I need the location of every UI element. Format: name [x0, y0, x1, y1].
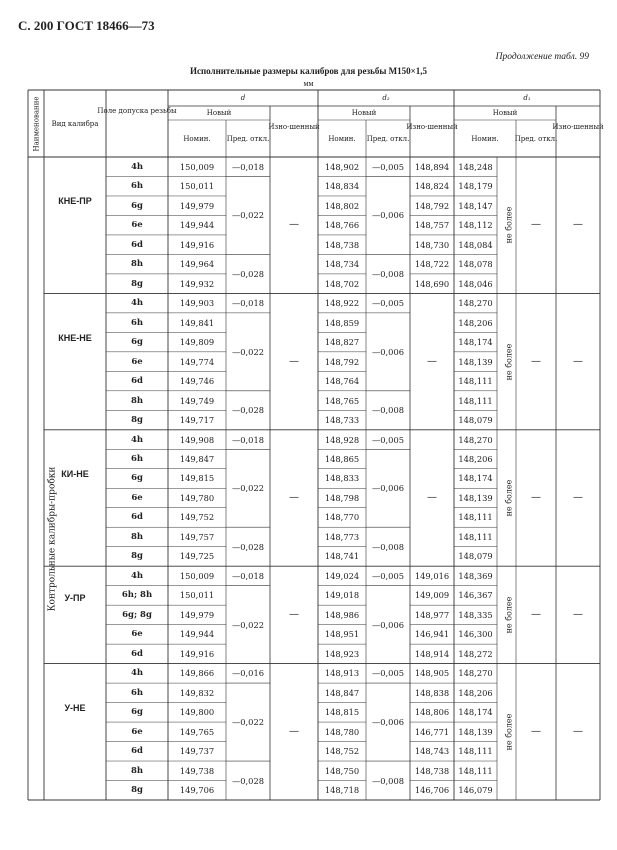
page-header-left: С. 200 ГОСТ 18466—73 — [18, 18, 155, 33]
d2-worn: 148,806 — [414, 707, 450, 718]
d1-nominal: 148,272 — [458, 648, 493, 659]
gauge-name: КНЕ-ПР — [58, 196, 92, 207]
d-deviation: —0,022 — [231, 210, 265, 221]
d2-nominal: 148,734 — [324, 259, 360, 270]
tolerance-field: 6h — [130, 181, 144, 192]
d-deviation: —0,028 — [231, 268, 265, 279]
d2-nominal: 148,922 — [324, 298, 360, 309]
table-title: Исполнительные размеры калибров для резьбы M150×1,5 — [189, 66, 428, 76]
tolerance-field: 6g — [131, 337, 143, 348]
d1-dev-dash: — — [531, 219, 541, 231]
d2-worn-dash: — — [427, 355, 437, 367]
d1-nominal: 148,139 — [458, 726, 493, 737]
d1-nominal: 148,079 — [458, 551, 493, 562]
d-deviation: —0,022 — [231, 346, 265, 357]
d-nominal: 149,932 — [179, 278, 215, 289]
d2-nominal: 148,815 — [324, 707, 360, 718]
d1-nominal: 148,270 — [458, 434, 493, 445]
d2-nominal: 148,764 — [324, 376, 360, 387]
d2-worn: 146,706 — [414, 785, 450, 796]
d-nominal: 149,979 — [179, 200, 215, 211]
tolerance-field: 6g — [131, 707, 143, 718]
col-header-nom-d1: Номин. — [471, 134, 499, 143]
not-more-label: не более — [503, 596, 513, 634]
d-nominal: 149,944 — [179, 629, 215, 640]
tolerance-field: 6e — [131, 356, 143, 367]
d2-worn: 146,771 — [414, 726, 450, 737]
tolerance-field: 6d — [131, 512, 143, 523]
d1-nominal: 148,046 — [458, 278, 493, 289]
d2-nominal: 148,847 — [324, 687, 360, 698]
d1-nominal: 148,179 — [458, 181, 493, 192]
d1-nominal: 148,335 — [458, 609, 493, 620]
d-deviation: —0,018 — [231, 434, 265, 445]
d2-deviation: —0,006 — [371, 619, 405, 630]
d2-nominal: 148,913 — [324, 668, 360, 679]
d2-deviation: —0,005 — [371, 434, 405, 445]
d2-deviation: —0,006 — [371, 717, 405, 728]
gauge-name: У-НЕ — [64, 702, 86, 713]
d1-worn-dash: — — [573, 219, 583, 231]
d-worn-dash: — — [289, 608, 299, 620]
d-worn-dash: — — [289, 355, 299, 367]
d1-dev-dash: — — [531, 491, 541, 503]
col-header-nom-d2: Номин. — [328, 134, 356, 143]
d2-worn: 148,757 — [414, 220, 450, 231]
tolerance-field: 6g — [131, 200, 143, 211]
d1-dev-dash: — — [531, 725, 541, 737]
tolerance-field: 8g — [131, 551, 143, 562]
d2-deviation: —0,008 — [371, 405, 405, 416]
d2-worn: 148,722 — [414, 259, 450, 270]
side-label: Контрольные калибры-пробки — [46, 466, 57, 611]
d1-nominal: 148,206 — [458, 317, 493, 328]
tolerance-field: 6g; 8g — [122, 609, 152, 620]
tolerance-field: 4h — [130, 161, 144, 172]
d2-nominal: 148,766 — [324, 220, 360, 231]
d1-nominal: 148,174 — [458, 473, 493, 484]
tolerance-field: 4h — [130, 570, 144, 581]
d1-nominal: 148,111 — [458, 512, 493, 523]
d1-nominal: 148,174 — [458, 707, 493, 718]
d1-nominal: 148,139 — [458, 356, 493, 367]
d1-nominal: 148,139 — [458, 492, 493, 503]
d2-worn: 148,743 — [414, 746, 450, 757]
d2-nominal: 148,859 — [324, 317, 360, 328]
d2-nominal: 149,024 — [324, 570, 360, 581]
gauge-name: У-ПР — [64, 592, 86, 603]
d-nominal: 149,765 — [179, 726, 215, 737]
d2-nominal: 148,773 — [324, 531, 360, 542]
d2-nominal: 148,902 — [324, 161, 360, 172]
d2-nominal: 148,765 — [324, 395, 360, 406]
d-worn-dash: — — [289, 725, 299, 737]
tolerance-field: 8h — [130, 765, 144, 776]
d2-nominal: 148,741 — [324, 551, 360, 562]
d-nominal: 149,903 — [179, 298, 215, 309]
tolerance-field: 6g — [131, 473, 143, 484]
d2-nominal: 148,792 — [324, 356, 360, 367]
d2-worn: 148,792 — [414, 200, 450, 211]
gauge-name: КНЕ-НЕ — [58, 332, 92, 343]
col-header-new-d2: Новый — [351, 109, 377, 117]
d-deviation: —0,018 — [231, 298, 265, 309]
d-nominal: 149,725 — [179, 551, 215, 562]
d2-worn: 149,009 — [414, 590, 450, 601]
tolerance-field: 8g — [131, 785, 143, 796]
d1-nominal: 148,248 — [458, 161, 493, 172]
d2-worn: 148,824 — [414, 181, 450, 192]
gauge-name: КИ-НЕ — [61, 469, 89, 480]
d1-nominal: 148,147 — [458, 200, 493, 211]
d-nominal: 149,916 — [179, 648, 215, 659]
d2-nominal: 148,738 — [324, 239, 360, 250]
d1-nominal: 148,206 — [458, 454, 493, 464]
tolerance-field: 6d — [131, 648, 143, 659]
d-worn-dash: — — [289, 491, 299, 503]
d1-nominal: 148,112 — [458, 220, 493, 231]
col-header-gauge-type: Вид калибра — [51, 119, 99, 128]
d2-nominal: 149,018 — [324, 590, 360, 601]
d1-dev-dash: — — [531, 608, 541, 620]
d2-nominal: 148,834 — [324, 181, 360, 192]
d2-deviation: —0,008 — [371, 775, 405, 786]
d2-deviation: —0,006 — [371, 346, 405, 357]
d2-worn: 148,894 — [414, 161, 450, 172]
d-nominal: 149,774 — [179, 356, 215, 367]
col-header-dev-d2: Пред. откл. — [366, 134, 410, 143]
d1-worn-dash: — — [573, 355, 583, 367]
d2-worn: 148,914 — [414, 648, 450, 659]
col-header-worn-d1: Изно-шенный — [552, 122, 604, 131]
col-header-d1: d₁ — [523, 94, 531, 102]
d1-worn-dash: — — [573, 725, 583, 737]
d1-nominal: 148,369 — [458, 570, 493, 581]
d-nominal: 150,011 — [179, 181, 215, 192]
d2-worn: 149,016 — [414, 570, 450, 581]
tolerance-field: 8g — [131, 278, 143, 289]
d1-nominal: 148,270 — [458, 298, 493, 309]
d2-worn: 148,738 — [414, 765, 450, 776]
col-header-tolerance: Поле допуска резьбы — [97, 107, 177, 115]
tolerance-field: 4h — [130, 434, 144, 445]
tolerance-field: 8h — [130, 259, 144, 270]
tolerance-field: 4h — [130, 298, 144, 309]
tolerance-field: 6e — [131, 629, 143, 640]
d-worn-dash: — — [289, 219, 299, 231]
d2-worn: 148,730 — [414, 239, 450, 250]
d2-worn: 148,838 — [414, 687, 450, 698]
d-deviation: —0,022 — [231, 717, 265, 728]
d-nominal: 149,841 — [179, 317, 215, 328]
d1-nominal: 148,079 — [458, 415, 493, 426]
d-nominal: 149,717 — [179, 415, 215, 426]
d2-nominal: 148,986 — [324, 609, 360, 620]
d1-nominal: 148,111 — [458, 395, 493, 406]
tolerance-field: 8g — [131, 415, 143, 426]
d1-worn-dash: — — [573, 491, 583, 503]
d-deviation: —0,028 — [231, 775, 265, 786]
tolerance-field: 6d — [131, 376, 143, 387]
d2-nominal: 148,718 — [324, 785, 360, 796]
d1-nominal: 148,111 — [458, 765, 493, 776]
d2-nominal: 148,750 — [324, 765, 360, 776]
col-header-worn-d: Изно-шенный — [268, 122, 320, 131]
tolerance-field: 6h — [130, 317, 144, 328]
d2-worn: 148,690 — [414, 278, 450, 289]
d-nominal: 149,916 — [179, 239, 215, 250]
d2-nominal: 148,780 — [324, 726, 360, 737]
d2-deviation: —0,005 — [371, 668, 405, 679]
d1-nominal: 148,111 — [458, 376, 493, 387]
d-nominal: 150,011 — [179, 590, 215, 601]
d1-nominal: 148,084 — [458, 239, 493, 250]
d2-deviation: —0,008 — [371, 268, 405, 279]
d-nominal: 149,749 — [179, 395, 215, 406]
d-nominal: 149,706 — [179, 785, 215, 796]
d-nominal: 149,809 — [179, 337, 215, 348]
d1-nominal: 148,111 — [458, 746, 493, 757]
d2-nominal: 148,827 — [324, 337, 360, 348]
d1-nominal: 148,078 — [458, 259, 493, 270]
tolerance-field: 8h — [130, 395, 144, 406]
d-deviation: —0,018 — [231, 570, 265, 581]
d2-worn: 148,905 — [414, 668, 450, 679]
tolerance-field: 4h — [130, 668, 144, 679]
d-nominal: 149,800 — [179, 707, 215, 718]
d2-nominal: 148,923 — [324, 648, 360, 659]
d-nominal: 149,847 — [179, 454, 215, 464]
col-header-dev-d: Пред. откл. — [226, 134, 270, 143]
col-header-nom-d: Номин. — [183, 134, 211, 143]
units-label: мм — [303, 79, 314, 88]
d-nominal: 149,908 — [179, 434, 215, 445]
d2-worn: 148,977 — [414, 609, 450, 620]
d-nominal: 149,752 — [179, 512, 215, 523]
d-nominal: 149,832 — [179, 687, 215, 698]
d2-deviation: —0,006 — [371, 483, 405, 494]
d1-dev-dash: — — [531, 355, 541, 367]
d2-nominal: 148,702 — [324, 278, 360, 289]
d1-nominal: 146,300 — [458, 629, 493, 640]
d-nominal: 149,979 — [179, 609, 215, 620]
d-nominal: 149,738 — [179, 765, 215, 776]
col-header-name: Наименование — [32, 96, 40, 151]
d2-nominal: 148,865 — [324, 454, 360, 464]
d1-worn-dash: — — [573, 608, 583, 620]
tolerance-field: 6e — [131, 492, 143, 503]
d2-deviation: —0,006 — [371, 210, 405, 221]
not-more-label: не более — [503, 343, 513, 380]
d1-nominal: 148,111 — [458, 531, 493, 542]
d2-nominal: 148,951 — [324, 629, 360, 640]
d-deviation: —0,028 — [231, 541, 265, 552]
d2-nominal: 148,770 — [324, 512, 360, 523]
col-header-dev-d1: Пред. откл. — [514, 134, 558, 143]
d-deviation: —0,022 — [231, 619, 265, 630]
not-more-label: не более — [503, 479, 513, 517]
col-header-worn-d2: Изно-шенный — [406, 122, 458, 131]
d2-nominal: 148,752 — [324, 746, 360, 757]
tolerance-field: 6h; 8h — [121, 590, 153, 601]
d-deviation: —0,028 — [231, 405, 265, 416]
d-nominal: 149,737 — [179, 746, 215, 757]
tolerance-field: 6e — [131, 220, 143, 231]
d1-nominal: 148,206 — [458, 687, 493, 698]
d-nominal: 149,815 — [179, 473, 215, 484]
not-more-label: не более — [503, 206, 513, 244]
tolerance-field: 6h — [130, 687, 144, 698]
d2-nominal: 148,733 — [324, 415, 360, 426]
d2-nominal: 148,802 — [324, 200, 360, 211]
d2-deviation: —0,005 — [371, 161, 405, 172]
col-header-d2: d₂ — [382, 94, 390, 102]
continuation-label: Продолжение табл. 99 — [495, 52, 589, 62]
d1-nominal: 146,079 — [458, 785, 493, 796]
d-nominal: 150,009 — [179, 161, 215, 172]
d2-worn: 146,941 — [414, 629, 450, 640]
col-header-new-d1: Новый — [492, 109, 518, 117]
d-nominal: 149,757 — [179, 531, 215, 542]
d1-nominal: 148,270 — [458, 668, 493, 679]
tolerance-field: 6d — [131, 239, 143, 250]
d1-nominal: 146,367 — [458, 590, 493, 601]
d-nominal: 149,866 — [179, 668, 215, 679]
d2-nominal: 148,833 — [324, 473, 360, 484]
tolerance-field: 6e — [131, 726, 143, 737]
d-nominal: 149,944 — [179, 220, 215, 231]
col-header-d: d — [240, 94, 246, 102]
d-nominal: 149,964 — [179, 259, 215, 270]
d2-deviation: —0,005 — [371, 570, 405, 581]
d-deviation: —0,016 — [231, 668, 265, 679]
col-header-new-d: Новый — [206, 109, 232, 117]
d2-nominal: 148,798 — [324, 492, 360, 503]
tolerance-field: 6d — [131, 746, 143, 757]
tolerance-field: 8h — [130, 531, 144, 542]
d1-nominal: 148,174 — [458, 337, 493, 348]
not-more-label: не более — [503, 713, 513, 751]
d-deviation: —0,022 — [231, 483, 265, 494]
d2-nominal: 148,928 — [324, 434, 360, 445]
d-nominal: 149,780 — [179, 492, 215, 503]
d2-deviation: —0,008 — [371, 541, 405, 552]
d-deviation: —0,018 — [231, 161, 265, 172]
d2-deviation: —0,005 — [371, 298, 405, 309]
d-nominal: 149,746 — [179, 376, 215, 387]
tolerance-field: 6h — [130, 454, 144, 464]
d-nominal: 150,009 — [179, 570, 215, 581]
d2-worn-dash: — — [427, 491, 437, 503]
